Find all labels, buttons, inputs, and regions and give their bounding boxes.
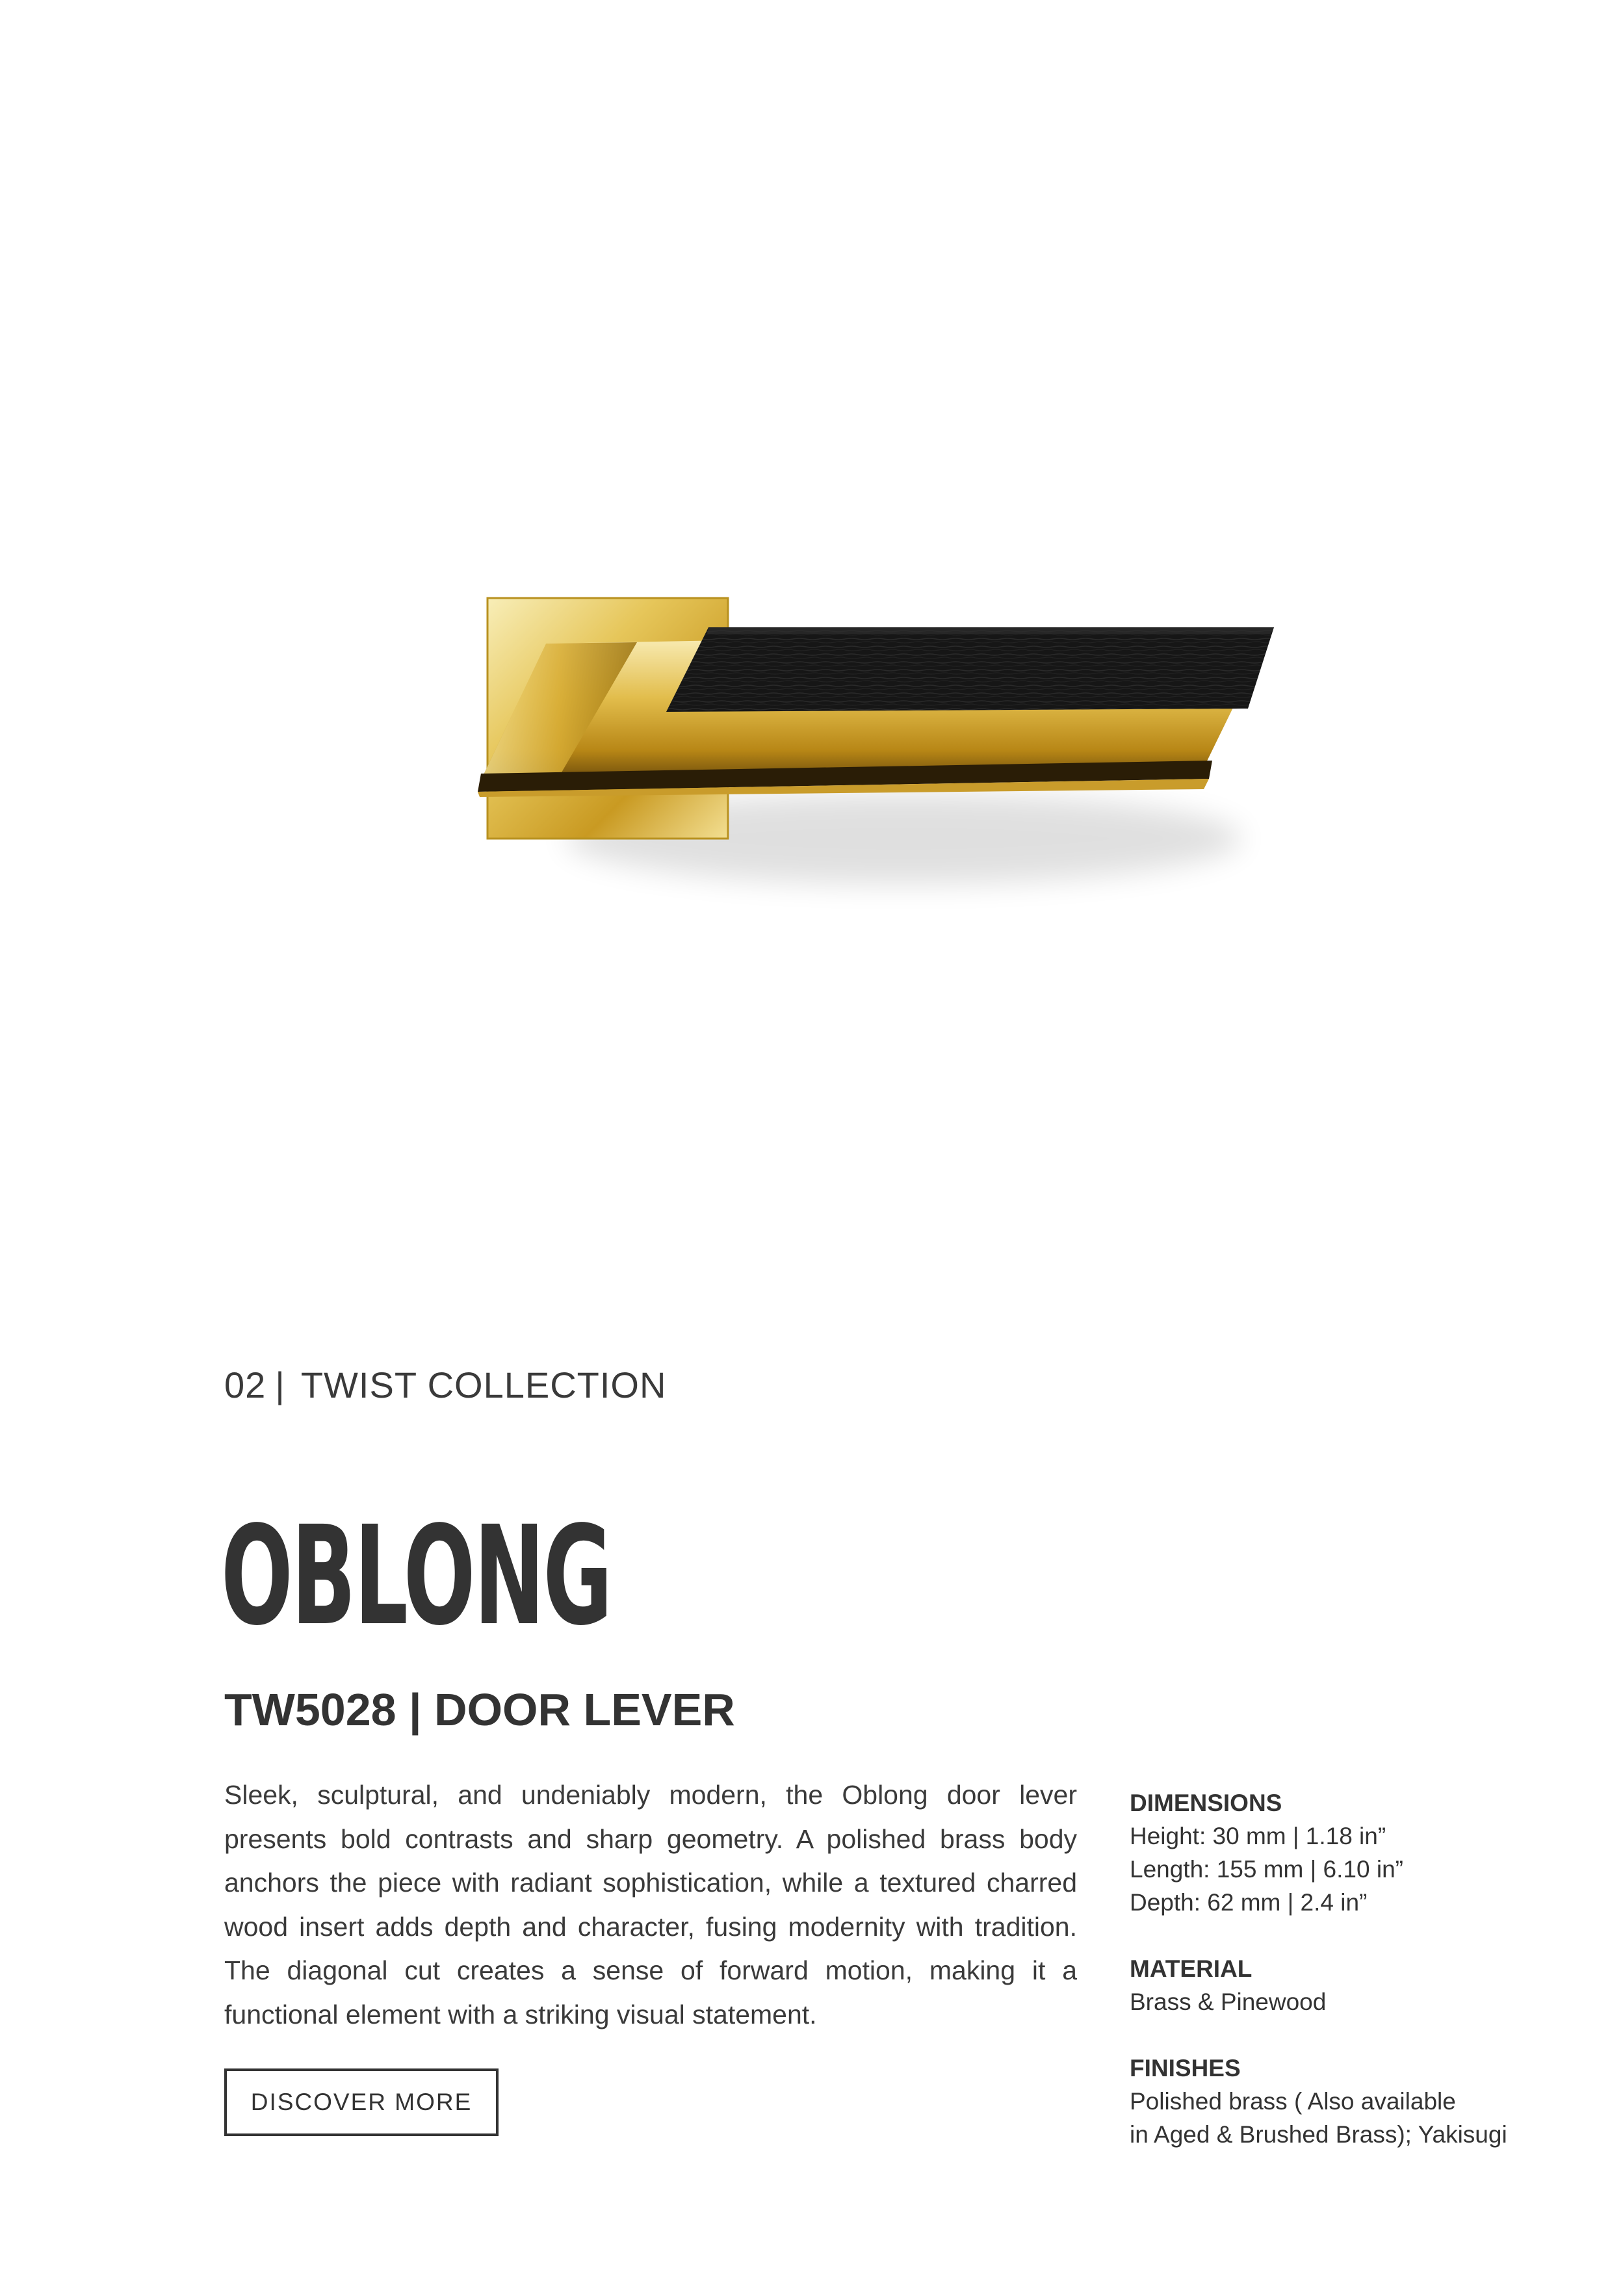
collection-label xyxy=(224,1364,666,1406)
charred-wood-insert xyxy=(666,627,1274,712)
dimension-depth: Depth: 62 mm | 2.4 in” xyxy=(1130,1889,1368,1916)
product-image xyxy=(455,559,1300,962)
product-title: OBLONG xyxy=(221,1496,611,1656)
material-section xyxy=(1130,1952,1598,2018)
dimension-length: Length: 155 mm | 6.10 in” xyxy=(1130,1856,1403,1883)
finishes-line-2: in Aged & Brushed Brass); Yakisugi xyxy=(1130,2121,1507,2148)
collection-number: 02 xyxy=(224,1364,266,1405)
finishes-section xyxy=(1130,2052,1598,2151)
dimensions-section xyxy=(1130,1786,1598,1919)
finishes-heading: FINISHES xyxy=(1130,2055,1241,2081)
product-description: Sleek, sculptural, and undeniably modern, the Oblong door lever presents bold contrasts and sharp geometry. A polished brass body anchors the piece with radiant sophistication, while a textured charred wood insert adds depth and character, fusing modernity with tradition. The diagonal cut creates a sense of forward motion, making it a functional element with a striking visual statement. xyxy=(224,1780,1077,2029)
door-lever-illustration xyxy=(455,559,1300,962)
finishes-line-1: Polished brass ( Also available xyxy=(1130,2088,1456,2115)
discover-more-button[interactable]: DISCOVER MORE xyxy=(224,2068,499,2136)
collection-separator: | xyxy=(275,1364,285,1405)
specifications xyxy=(1130,1786,1598,2151)
dimension-height: Height: 30 mm | 1.18 in” xyxy=(1130,1823,1386,1849)
material-value: Brass & Pinewood xyxy=(1130,1989,1327,2015)
material-heading: MATERIAL xyxy=(1130,1955,1253,1982)
collection-name: TWIST COLLECTION xyxy=(300,1364,667,1405)
product-code: TW5028 | DOOR LEVER xyxy=(224,1684,735,1735)
dimensions-heading: DIMENSIONS xyxy=(1130,1790,1282,1816)
